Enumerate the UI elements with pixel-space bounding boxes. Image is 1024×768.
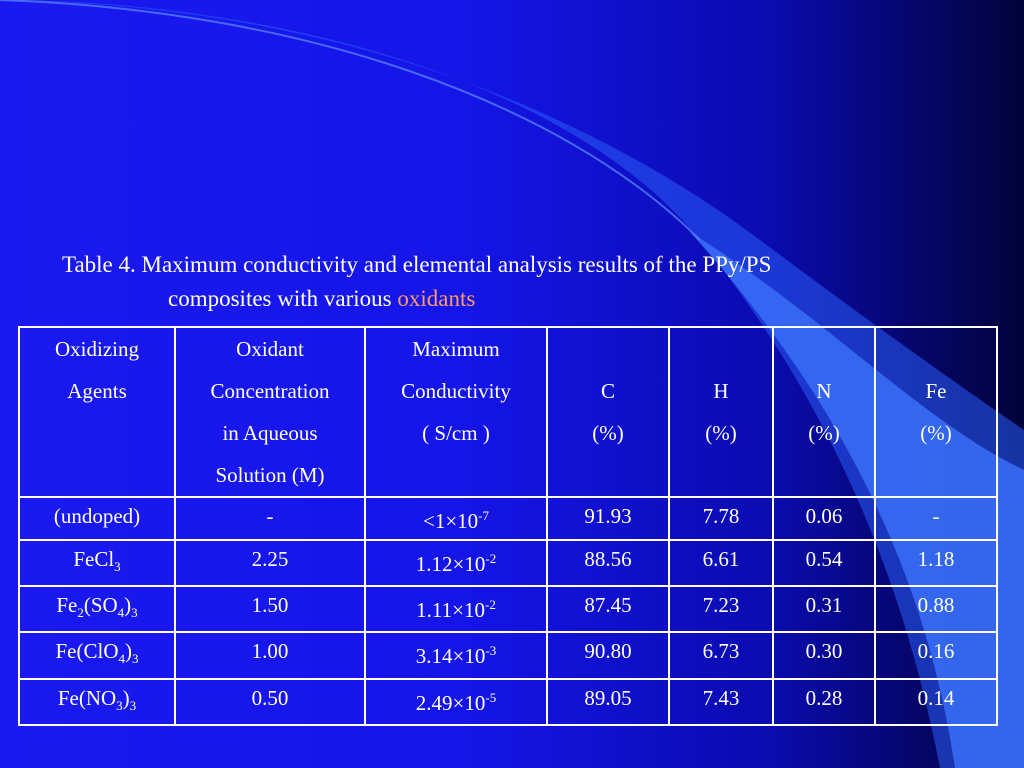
caption-line-1: Table 4. Maximum conductivity and elemental analysis results of the PPy/PS xyxy=(62,252,772,277)
cell-nitrogen: 0.06 xyxy=(773,497,875,540)
table-row xyxy=(19,679,997,725)
formula-subscript: 4 xyxy=(117,605,125,621)
header-line: C xyxy=(600,379,615,403)
cell-nitrogen: 0.31 xyxy=(773,586,875,632)
cell-agent xyxy=(19,632,175,678)
formula-part: ) xyxy=(125,639,132,664)
cell-hydrogen: 7.78 xyxy=(669,497,773,540)
cell-hydrogen: 6.61 xyxy=(669,540,773,586)
table-row xyxy=(19,540,997,586)
formula-subscript: 3 xyxy=(116,697,123,713)
header-line: Conductivity xyxy=(401,379,511,403)
cell-carbon: 91.93 xyxy=(547,497,669,540)
cell-iron: 1.18 xyxy=(875,540,997,586)
cell-agent: (undoped) xyxy=(19,497,175,540)
header-line: (%) xyxy=(920,421,952,445)
caption-line-2-text: composites with various xyxy=(168,286,398,311)
header-line: N xyxy=(816,379,832,403)
caption-line-2 xyxy=(62,282,982,316)
header-line: Oxidant xyxy=(236,337,304,361)
header-line: in Aqueous xyxy=(222,421,318,445)
cell-conductivity xyxy=(365,632,547,678)
formula-subscript: 2 xyxy=(77,605,84,621)
cell-nitrogen: 0.54 xyxy=(773,540,875,586)
header-line: Solution (M) xyxy=(215,463,325,487)
header-line: H xyxy=(713,379,729,403)
formula-subscript: 4 xyxy=(118,651,125,667)
header-spacer xyxy=(780,328,868,370)
cell-carbon: 90.80 xyxy=(547,632,669,678)
header-line: (%) xyxy=(808,421,840,445)
conductivity-exponent: -3 xyxy=(485,643,497,659)
results-table xyxy=(18,326,998,726)
cell-agent xyxy=(19,586,175,632)
cell-concentration: - xyxy=(175,497,365,540)
header-line: (%) xyxy=(705,421,737,445)
header-hydrogen xyxy=(669,327,773,497)
table-row xyxy=(19,497,997,540)
caption-accent-word: oxidants xyxy=(397,286,476,311)
conductivity-exponent: -2 xyxy=(484,597,496,613)
conductivity-exponent: -5 xyxy=(485,689,497,705)
header-nitrogen xyxy=(773,327,875,497)
table-row xyxy=(19,586,997,632)
conductivity-base: 2.49×10 xyxy=(415,690,486,715)
header-line: ( S/cm ) xyxy=(422,421,490,445)
formula-part: Fe(NO xyxy=(57,685,117,710)
formula-subscript: 3 xyxy=(131,605,138,621)
conductivity-exponent: -7 xyxy=(478,508,490,523)
formula-part: FeCl xyxy=(73,547,115,571)
cell-conductivity xyxy=(365,540,547,586)
header-spacer xyxy=(554,328,662,370)
cell-nitrogen: 0.30 xyxy=(773,632,875,678)
cell-hydrogen: 7.43 xyxy=(669,679,773,725)
cell-carbon: 87.45 xyxy=(547,586,669,632)
cell-concentration: 0.50 xyxy=(175,679,365,725)
cell-concentration: 1.00 xyxy=(175,632,365,678)
cell-iron: 0.88 xyxy=(875,586,997,632)
cell-iron: - xyxy=(875,497,997,540)
formula-part: ) xyxy=(122,685,130,710)
conductivity-base: 1.12×10 xyxy=(415,552,486,576)
table-header-row xyxy=(19,327,997,497)
conductivity-base: 3.14×10 xyxy=(415,644,486,669)
header-carbon xyxy=(547,327,669,497)
header-oxidizing-agents xyxy=(19,327,175,497)
cell-concentration: 1.50 xyxy=(175,586,365,632)
cell-iron: 0.14 xyxy=(875,679,997,725)
cell-conductivity xyxy=(365,497,547,540)
cell-concentration: 2.25 xyxy=(175,540,365,586)
header-line: Agents xyxy=(67,379,127,403)
cell-hydrogen: 6.73 xyxy=(669,632,773,678)
header-spacer xyxy=(882,328,990,370)
cell-conductivity xyxy=(365,679,547,725)
formula-part: Fe(ClO xyxy=(55,639,119,664)
formula-part: Fe xyxy=(56,593,78,618)
formula-subscript: 3 xyxy=(132,651,139,667)
header-maximum-conductivity xyxy=(365,327,547,497)
cell-agent xyxy=(19,540,175,586)
cell-carbon: 89.05 xyxy=(547,679,669,725)
formula-subscript: 3 xyxy=(114,559,121,575)
cell-carbon: 88.56 xyxy=(547,540,669,586)
header-line: (%) xyxy=(592,421,624,445)
table-caption xyxy=(62,248,982,316)
header-line: Maximum xyxy=(412,337,500,361)
conductivity-base: 1.11×10 xyxy=(416,598,485,623)
cell-agent xyxy=(19,679,175,725)
conductivity-exponent: -2 xyxy=(485,551,497,566)
cell-conductivity xyxy=(365,586,547,632)
formula-part: ) xyxy=(124,593,132,618)
formula-subscript: 3 xyxy=(129,697,137,713)
formula-part: (SO xyxy=(83,593,118,618)
header-spacer xyxy=(676,328,766,370)
header-line: Oxidizing xyxy=(55,337,139,361)
header-line: Concentration xyxy=(210,379,330,403)
header-iron xyxy=(875,327,997,497)
conductivity-base: <1×10 xyxy=(422,509,479,533)
cell-hydrogen: 7.23 xyxy=(669,586,773,632)
header-line: Fe xyxy=(925,379,947,403)
table-row xyxy=(19,632,997,678)
cell-nitrogen: 0.28 xyxy=(773,679,875,725)
header-oxidant-concentration xyxy=(175,327,365,497)
cell-iron: 0.16 xyxy=(875,632,997,678)
